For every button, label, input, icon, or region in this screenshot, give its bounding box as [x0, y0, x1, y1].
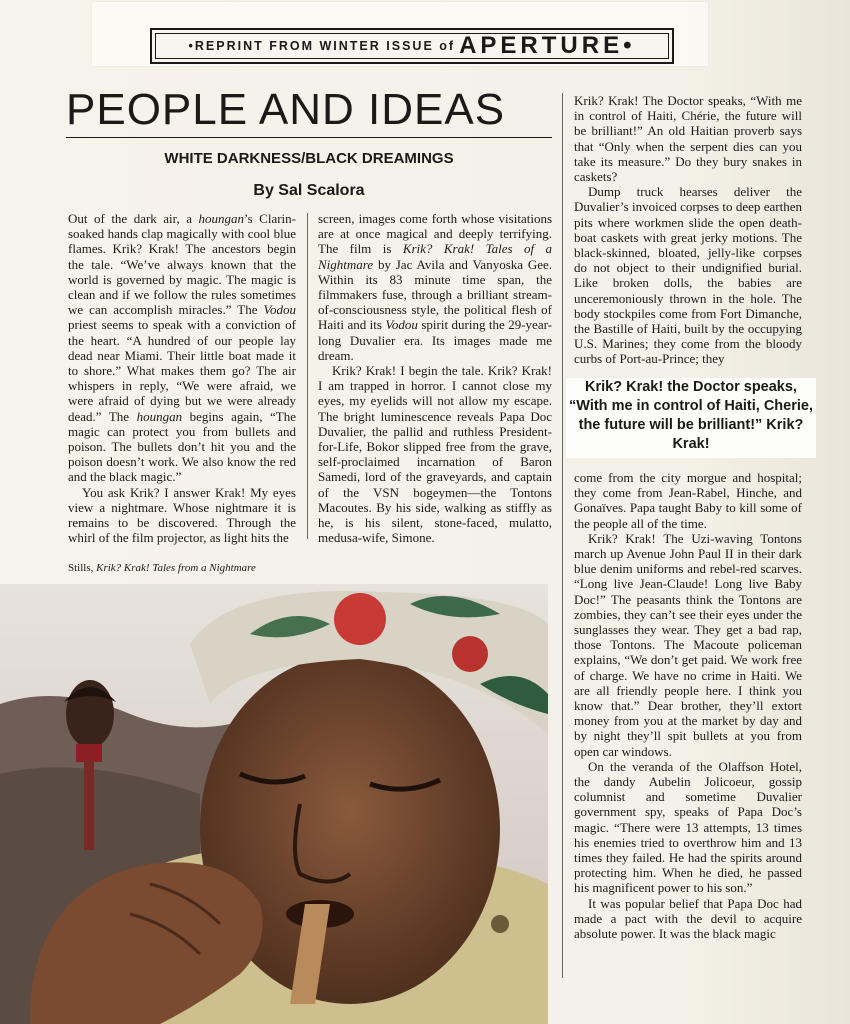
- banner-magazine-name: APERTURE•: [459, 32, 636, 59]
- photo-caption: [68, 562, 256, 574]
- headwrap-flower-2: [452, 636, 488, 672]
- headwrap-flower-1: [334, 593, 386, 645]
- paragraph: [574, 93, 802, 184]
- paragraph-text: Krik? Krak! I begin the tale. Krik? Krak! I am trapped in horror. I cannot close my eyes, my eyelids will not allow my escape. The bright luminescence reveals Papa Doc Duvalier, the pallid and ruthless President-for-Life, Bokor slipped free from the grave, self-proclaimed incarnation of Baron Samedi, lord of the graveyards, and captain of the VSN bogeymen—the Tontons Macoutes. By his side, walking as stiffly as he, is his silent, stone-faced, mulatto, medusa-wife, Simone.: [318, 363, 552, 546]
- paragraph-text: It was popular belief that Papa Doc had made a pact with the devil to acquire absolute power. It was the black magic: [574, 895, 802, 942]
- paragraph-text: screen, images come forth whose visitations are at once magical and deeply terrifying. The film is: [318, 211, 552, 257]
- italic-text: houngan: [136, 408, 183, 424]
- text-column-3: [574, 93, 802, 367]
- paragraph: [574, 531, 802, 759]
- caption-film-title: Krik? Krak! Tales from a Nightmare: [96, 562, 256, 574]
- reprint-banner: [150, 28, 674, 64]
- background-figure-body: [84, 760, 94, 850]
- headline-rule: [66, 137, 552, 138]
- article-subhead: WHITE DARKNESS/BLACK DREAMINGS: [164, 150, 454, 167]
- film-still-photo: [0, 584, 548, 1024]
- text-column-1: [68, 211, 296, 545]
- paragraph-text: You ask Krik? I answer Krak! My eyes view a nightmare. Whose nightmare it is remains to be discovered. Through the whirl of the film projector, as light hits the: [68, 484, 296, 546]
- paragraph-text: Krik? Krak! The Uzi-waving Tontons march up Avenue John Paul II in their dark blue denim uniforms and rebel-red scarves. “Long live Jean-Claude! Long live Baby Doc!” The peasants think the Tontons are zombies, they can’t see their eyes under the sunglasses they wear. They get a bad rap, those Tontons. The Macoute policeman explains, “We don’t get paid. We work free of charge. We have no crime in Haiti. We are all friendly people here. I think you know that.” Dear brother, they’ll extort money from you at the market by day and by night they’ll spit bullets at you from open car windows.: [574, 530, 802, 759]
- paragraph-text: begins again, “The magic can protect you from bullets and poison. The bullets don’t hit you and the poison doesn’t work. We also know the red and the black magic.”: [68, 408, 296, 485]
- background-figure-scarf: [76, 744, 102, 762]
- column-rule-1: [307, 213, 308, 539]
- page-title: PEOPLE AND IDEAS: [66, 85, 506, 134]
- paragraph-text: On the veranda of the Olaffson Hotel, the dandy Aubelin Jolicoeur, gossip columnist and sometime Duvalier government spy, speaks of Papa Doc’s magic. “There were 13 attempts, 13 times his enemies tried to overthrow him and 13 times they failed. He had the spirits around protecting him. When he died, he passed his magnificent power to his son.”: [574, 758, 802, 896]
- paragraph: [68, 211, 296, 485]
- paragraph: [574, 184, 802, 366]
- paragraph: [318, 363, 552, 545]
- banner-small-text: •REPRINT FROM WINTER ISSUE of: [188, 39, 456, 53]
- paragraph-text: ’s Clarin-soaked hands clap magically with cool blue flames. Krik? Krak! The ancestors begin the tale. “We’ve always known that the world is governed by magic. The magic is clean and if we follow the rules sometimes we can accomplish miracles.” The: [68, 211, 296, 318]
- text-column-2: [318, 211, 552, 545]
- text-column-4: [574, 470, 802, 941]
- paragraph: [574, 470, 802, 531]
- pull-quote: Krik? Krak! the Doctor speaks, “With me in control of Haiti, Cherie, the future will be brilliant!” Krik? Krak!: [566, 378, 816, 458]
- paragraph-text: by Jac Avila and Vanyoska Gee. Within its 83 minute time span, the filmmakers fuse, through a brilliant stream-of-consciousness style, the political flesh of Haiti and its: [318, 256, 552, 333]
- paragraph-text: come from the city morgue and hospital; they come from Jean-Rabel, Hinche, and Gonaïves. Papa taught Baby to kill some of the people all of the time.: [574, 470, 802, 531]
- caption-prefix: Stills,: [68, 562, 97, 574]
- paragraph-text: Out of the dark air, a: [68, 211, 199, 226]
- article-byline: By Sal Scalora: [253, 182, 365, 199]
- italic-text: houngan: [198, 211, 244, 226]
- paragraph-text: priest seems to speak with a conviction of the heart. “A hundred of our people lay dead near Miami. Their little boat made it to shore.” What makes them go? The air whispers in reply, “We were afraid, we were afraid of dying but we were already dead.” The: [68, 317, 296, 424]
- paragraph-text: spirit during the 29-year-long Duvalier era. Its images made me dream.: [318, 317, 552, 363]
- shirt-button: [491, 915, 509, 933]
- italic-text: Vodou: [385, 317, 418, 333]
- paragraph: [574, 759, 802, 896]
- film-still-illustration: [0, 584, 548, 1024]
- paragraph: [574, 896, 802, 942]
- paragraph-text: Krik? Krak! The Doctor speaks, “With me in control of Haiti, Chérie, the future will be brilliant!” An old Haitian proverb says that “Only when the serpent dies can you take its measure.” Do they bury snakes in caskets?: [574, 93, 802, 185]
- italic-text: Krik? Krak! Tales of a Nightmare: [318, 241, 553, 272]
- paragraph-text: Dump truck hearses deliver the Duvalier’s invoiced corpses to deep earthen pits where workmen slide the open death-boat caskets with great jerky motions. The black-skinned, bloated, jelly-like corpses do not object to their undignified burial. Like broken dolls, the babies are unceremoniously thrown in the hole. The body stockpiles come from Fort Dimanche, the Bastille of Haiti, built by the occupying U.S. Marines; they come from the bloody curbs of Port-au-Prince; they: [574, 184, 802, 367]
- column-rule-2: [562, 93, 563, 978]
- paragraph: [318, 211, 552, 363]
- paragraph: [68, 485, 296, 546]
- italic-text: Vodou: [263, 302, 296, 318]
